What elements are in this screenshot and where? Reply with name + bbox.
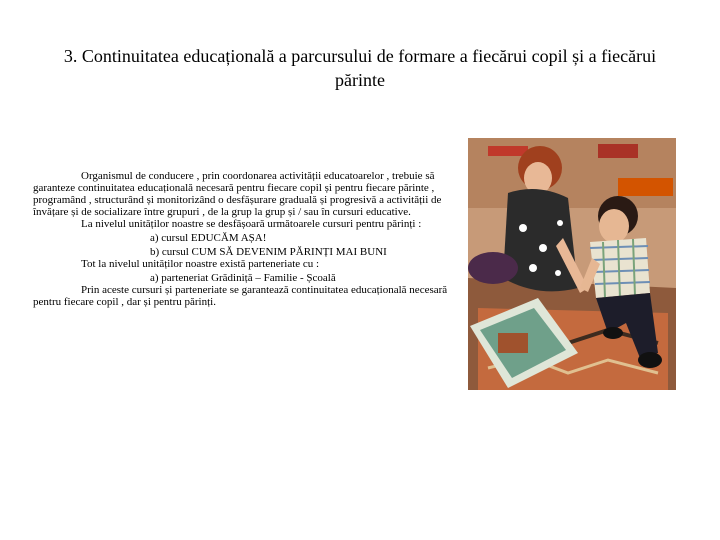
slide-title: 3. Continuitatea educațională a parcursului de formare a fiecărui copil și a fiecărui părinte: [63, 46, 657, 90]
body-text: [33, 170, 458, 308]
partnership-item-a: a) parteneriat Grădiniță – Familie - Școală: [150, 272, 336, 284]
paragraph-partnerships-intro: Tot la nivelul unităților noastre există parteneriate cu :: [81, 258, 320, 270]
course-item-b: b) cursul CUM SĂ DEVENIM PĂRINȚI MAI BUNI: [150, 246, 387, 258]
paragraph-conclusion: Prin aceste cursuri și parteneriate se garantează continuitatea educațională necesară pentru fiecare copil , dar și pentru părinți.: [33, 284, 448, 308]
classroom-photo-illustration: [468, 138, 676, 390]
paragraph-leadership: Organismul de conducere , prin coordonarea activității educatoarelor , trebuie să garanteze continuitatea educațională necesară pentru fiecare copil și pentru fiecare părinte , programând , structurând și monitorizând o desfășurare graduală și progresivă a activității de învățare și de socializare între grupuri , de la grup la grup și / sau în cursuri educative.: [33, 170, 442, 218]
course-item-a: a) cursul EDUCĂM AȘA!: [150, 232, 267, 244]
paragraph-courses-intro: La nivelul unităților noastre se desfășoară următoarele cursuri pentru părinți :: [81, 218, 422, 230]
classroom-photo: [468, 138, 676, 390]
